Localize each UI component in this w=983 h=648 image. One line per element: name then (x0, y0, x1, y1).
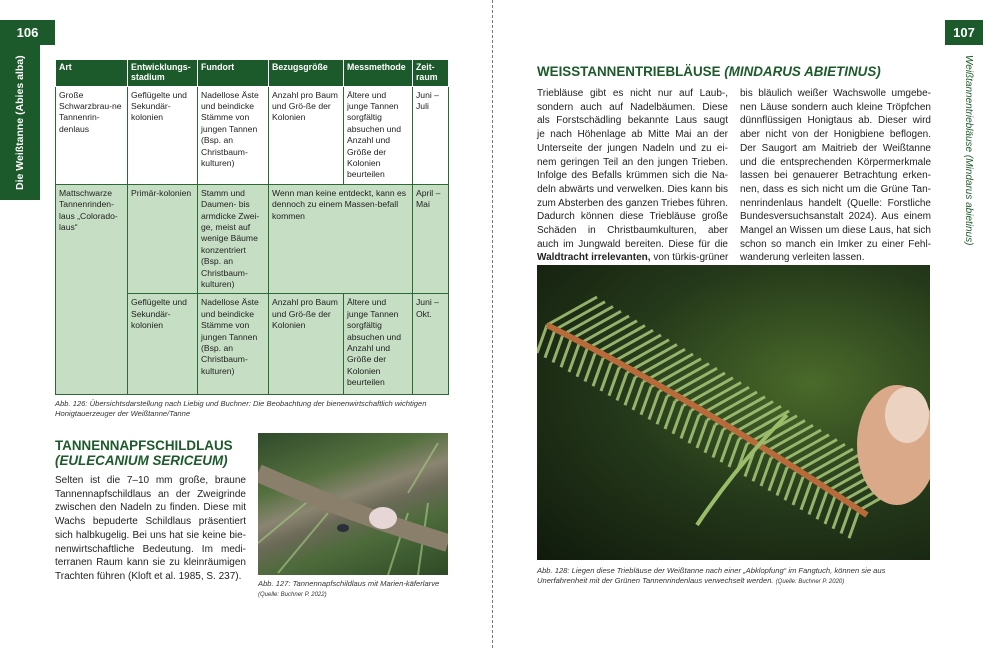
text-line: nenwirtschaftliche Bedeutung. Im medi- (55, 543, 246, 555)
page-number-left: 106 (0, 20, 55, 45)
table-row (56, 184, 449, 294)
needle (729, 439, 739, 467)
needle (689, 415, 699, 443)
photo-caption-128 (537, 566, 937, 587)
text-line: bis bläulich weißer Wachswolle umgebe- (740, 88, 931, 99)
text-line: terranen Raum kann sie zu kleinräumigen (55, 557, 246, 569)
needle (825, 496, 835, 524)
text-line: Triebläuse gibt es nicht nur auf Laub-, (537, 88, 728, 99)
text-line: Dadurch können diese Triebläuse große (537, 211, 728, 223)
text-line: nen, dass es sich nicht um die Grüne Tan- (740, 183, 931, 195)
needle (769, 463, 779, 491)
needle (657, 396, 667, 424)
needle (849, 510, 859, 538)
text-line (537, 251, 728, 265)
needle (817, 491, 827, 519)
bold-term: Waldtracht irrelevanten, (537, 252, 651, 264)
needle (561, 339, 571, 367)
text-line: lassen bei genauerer Betrachtung erken- (740, 170, 931, 182)
text-line: Mangel an Wissen um diese Laus, hat sich (740, 225, 931, 237)
text-line: nem geringen Teil an den jungen Trieben. (537, 156, 728, 168)
cell: Große Schwarzbrau-ne Tannenrin-denlaus (56, 86, 128, 184)
text-line: Bundesversuchsanstalt 2024). Aus einem (740, 211, 931, 223)
needle (553, 335, 563, 363)
needle (673, 406, 683, 434)
needle (841, 506, 851, 534)
needle (633, 382, 643, 410)
col-header: Zeit- raum (413, 60, 449, 86)
needle (641, 387, 651, 415)
photo-source: (Quelle: Buchner P. 2020) (775, 579, 845, 585)
text-line: je nach Höhenlage ab Mitte Mai an der (537, 129, 728, 141)
needle (601, 363, 611, 391)
text-line: aber nicht von der Honigbiene beflogen. (740, 129, 931, 141)
text-line: Trachten führen (Kloft et al. 1985, S. 237). (55, 570, 242, 582)
needle (545, 330, 555, 358)
table-caption: Abb. 126: Übersichtsdarstellung nach Liebig und Buchner: Die Beobachtung der bienenwirtschaftlich wichtigen Honigtauerzeuger der Weißtanne/Tanne (55, 399, 427, 418)
title-text: WEISSTANNENTRIEBLÄUSE (537, 64, 721, 79)
side-tab-left: Die Weißtanne (Abies alba) (0, 45, 40, 200)
cell: Geflügelte und Sekundär-kolonien (128, 294, 198, 395)
cell: Wenn man keine entdeckt, kann es dennoch zu einem Massen-befall kommen (269, 184, 413, 294)
section-title-text: TANNENNAPFSCHILDLAUS (55, 438, 233, 453)
cell: Ältere und junge Tannen sorgfältig absuchen und Anzahl und Größe der Kolonien beurteilen (344, 86, 413, 184)
side-tab-right: Weißtannentriebläuse (Mindarus abietinus) (963, 55, 974, 246)
cell: Nadellose Äste und beindicke Stämme von jungen Tannen (Bsp. an Christbaum-kulturen) (198, 294, 269, 395)
needle (705, 425, 715, 453)
text-line: schon so manch ein Imker zu einer Fehl- (740, 238, 931, 250)
cell: Anzahl pro Baum und Grö-ße der Kolonien (269, 86, 344, 184)
col-header: Messmethode (344, 60, 413, 86)
photo-fir-branch (537, 265, 930, 560)
page-gutter (492, 0, 493, 648)
photo-scale-insect (258, 433, 448, 575)
cell: Primär-kolonien (128, 184, 198, 294)
text-line: Tannennapfschildlaus an der Zweigrinde (55, 488, 246, 500)
text-line: Selten ist die 7–10 mm große, braune (55, 475, 246, 486)
page-number-right: 107 (945, 20, 983, 45)
needle (809, 487, 819, 515)
section-title (55, 438, 233, 468)
cell: April – Mai (413, 184, 449, 294)
cell: Juni – Juli (413, 86, 449, 184)
needle (753, 453, 763, 481)
text-line: sich halbkugelig. Bei uns hat sie keine bie- (55, 529, 246, 541)
needle (801, 482, 811, 510)
photo-needles (258, 433, 448, 575)
photo-shoot-aphids (537, 265, 930, 560)
needle (593, 358, 603, 386)
photo-source: (Quelle: Buchner P. 2022) (258, 592, 327, 598)
needle (617, 373, 627, 401)
needle (625, 377, 635, 405)
table-row (56, 86, 449, 184)
text-tail: von türkis-grüner (650, 252, 729, 264)
cell: Geflügelte und Sekundär-kolonien (128, 86, 198, 184)
section-body (55, 474, 246, 584)
needle (697, 420, 707, 448)
needle (833, 501, 843, 529)
article-column-1 (537, 87, 728, 265)
col-header: Bezugsgröße (269, 60, 344, 86)
cell: Anzahl pro Baum und Grö-ße der Kolonien (269, 294, 344, 395)
title-latin: (MINDARUS ABIETINUS) (724, 64, 881, 79)
needle (569, 344, 579, 372)
needle (585, 354, 595, 382)
cell: Juni – Okt. (413, 294, 449, 395)
article-title (537, 64, 881, 79)
cell: Mattschwarze Tannenrinden-laus „Colorado-laus“ (56, 184, 128, 395)
needle (665, 401, 675, 429)
text-line: Schäden in Christbaumkulturen, aber (537, 225, 728, 237)
col-header: Art (56, 60, 128, 86)
needle (649, 392, 659, 420)
needle (721, 434, 731, 462)
text-line: Unterseite der jungen Nadeln und zu ei- (537, 142, 728, 154)
needle (609, 368, 619, 396)
section-subtitle: (EULECANIUM SERICEUM) (55, 453, 228, 468)
needle (785, 472, 795, 500)
text-line: nen Läuse sondern auch kleine Tröpfchen (740, 101, 931, 113)
text-line: zum Absterben des ganzen Triebes führen. (537, 197, 728, 209)
col-header: Fundort (198, 60, 269, 86)
needle (761, 458, 771, 486)
photo-caption-127 (258, 579, 448, 600)
needle (577, 349, 587, 377)
needle (713, 430, 723, 458)
caption-text: Abb. 128: Liegen diese Triebläuse der Weißtanne nach einer „Abklopfung“ im Fangtuch, können sie aus Unerfahrenheit mit der Grünen Tannenrindenlaus verwechselt werden. (537, 566, 886, 585)
cell: Nadellose Äste und beindicke Stämme von jungen Tannen (Bsp. an Christbaum-kulturen) (198, 86, 269, 184)
honeydew-table (55, 60, 449, 395)
needle (537, 325, 547, 353)
col-header: Entwicklungs- stadium (128, 60, 198, 86)
needle (793, 477, 803, 505)
text-line: Infolge des Befalls krümmen sich die Na- (537, 170, 728, 182)
text-line: sondern auch auf Nadelbäumen. Diese (537, 101, 728, 113)
text-line: und die entsprechenden Körpermerkmale (740, 156, 931, 168)
text-line: zwischen den Nadeln zu finden. Diese mit (55, 502, 246, 514)
text-line: als Forstschädling bekannte Laus saugt (537, 115, 728, 127)
cell: Stamm und Daumen- bis armdicke Zwei-ge, meist auf wenige Bäume konzentriert (Bsp. an Christbaum-kulturen) (198, 184, 269, 294)
text-line: auch im Jungwald bereiten. Diese für die (537, 238, 728, 250)
article-column-2 (740, 87, 931, 265)
text-line: dünnflüssigen Honigtaus ab. Dieser wird (740, 115, 931, 127)
needle (777, 468, 787, 496)
caption-text: Abb. 127: Tannennapfschildlaus mit Marien-käferlarve (258, 579, 440, 588)
text-line: Wachs bepuderte Schildlaus präsentiert (55, 516, 246, 528)
text-line: Der Saugort am Maitrieb der Weißtanne (740, 142, 931, 154)
cell: Ältere und junge Tannen sorgfältig absuchen und Anzahl und Größe der Kolonien beurteilen (344, 294, 413, 395)
text-line: deln abwärts und verwelken. Dies kann bis (537, 183, 728, 195)
text-line: nenrindenlaus handelt (Quelle: Forstliche (740, 197, 931, 209)
text-line: wanderung verleiten lassen. (740, 252, 865, 264)
needle (681, 411, 691, 439)
